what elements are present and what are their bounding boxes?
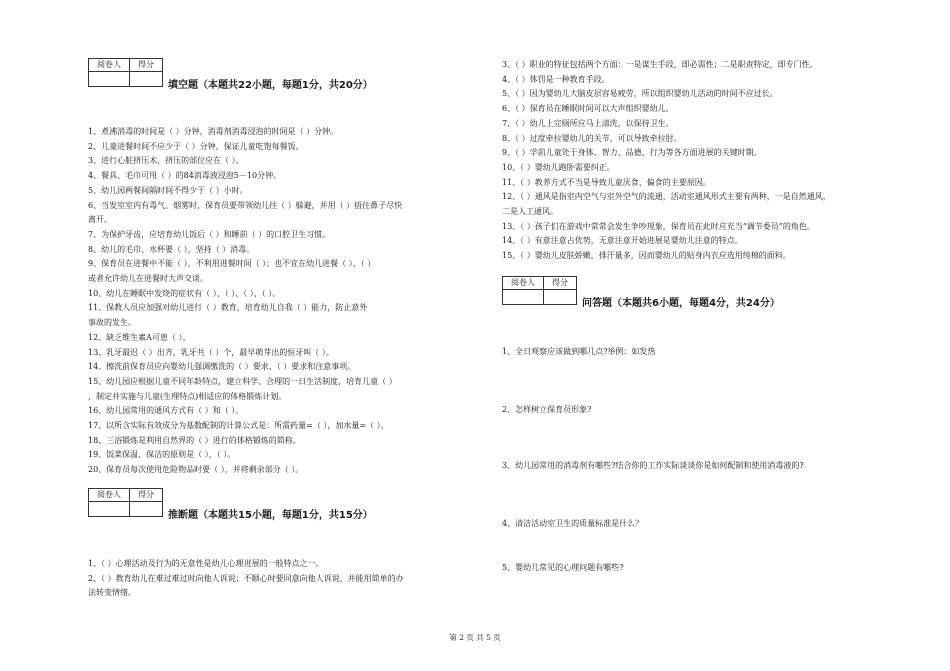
- judge-question-line: 11、（ ）教养方式不当是导致儿童厌食、偏食的主要原因。: [502, 177, 711, 187]
- fill-question-line: 离开。: [88, 215, 112, 225]
- qa-question-line: 5、婴幼儿常见的心理问题有哪些?: [502, 563, 624, 572]
- score-box-judge: [88, 488, 163, 517]
- fill-question-line: 6、当发室室内有毒气、烟雾时，保育员要带领幼儿往（ ）躲避，并用（ ）捂住鼻子尽快: [88, 200, 403, 210]
- reviewer-label: 阅卷人: [503, 277, 544, 290]
- judge-question-line: 10、（ ）婴幼儿跑卧需要纠正。: [502, 162, 615, 172]
- judge-question-line: 二是人工通风。: [502, 207, 558, 216]
- judge-question-line: 13、（ ）孩子们在游戏中常常会发生争吵现象，保育员在此时应充当“调节委员”的角色。: [502, 221, 815, 231]
- judge-question-line: 12、（ ）通风是指室内空气与室外空气的流通，活动室通风形式主要有两种，一是自然通风，: [502, 192, 831, 202]
- fill-question-line: 7、为保护牙齿，应培育幼儿饭后（ ）和睡前（ ）的口腔卫生习惯。: [88, 229, 331, 239]
- fill-question-line: 15、幼儿园应根据儿童不同年龄特点，建立科学、合理的一日生活制度，培育儿童（ ）: [88, 376, 397, 386]
- judge-question-line: 5、（ ）因为婴幼儿大脑皮层容易疲劳，所以组织婴幼儿活动的时间不应过长。: [502, 89, 778, 99]
- judge-question-line: 法转变情绪。: [88, 588, 136, 597]
- judge-section-title: 推断题（本题共15小题，每题1分，共15分）: [168, 510, 373, 521]
- fill-question-line: 8、幼儿的毛巾、水杯要（ ），坚持（ ）消毒。: [88, 244, 255, 254]
- judge-question-line: 14、（ ）有意注意占优势，无意注意开始进展是婴幼儿注意的特点。: [502, 236, 743, 246]
- fill-question-line: 18、三浴锻炼是利用自然界的（ ）进行的体格锻炼的简称。: [88, 435, 301, 445]
- reviewer-label: 阅卷人: [89, 59, 130, 72]
- qa-question-line: 4、清洁活动室卫生的质量标准是什么？: [502, 519, 644, 528]
- judge-question-line: 3、（ ）职业的特征包括两个方面：一是谋生手段，即必需性；二是职责特定，即专门性。: [502, 60, 818, 69]
- reviewer-cell[interactable]: [89, 72, 130, 87]
- qa-section-title: 问答题（本题共6小题，每题4分，共24分）: [582, 298, 780, 309]
- fill-question-line: 20、保育员每次使用危险物品时要（ ），并将剩余部分（ ）。: [88, 465, 304, 475]
- fill-question-line: 14、擦洗前保育员应向婴幼儿强调缴洗的（ ）要求、（ ）要求和注意事项。: [88, 362, 356, 372]
- fill-question-line: 3、进行心脏挤压术，挤压的部位应在（ ）。: [88, 156, 244, 166]
- score-cell[interactable]: [544, 290, 577, 305]
- score-label: 得分: [130, 489, 163, 502]
- judge-question-line: 8、（ ）过度牵拉婴幼儿的关节，可以导致牵拉肘。: [502, 133, 682, 143]
- fill-question-line: 12、缺乏维生素A可患（ ）。: [88, 332, 191, 342]
- fill-question-line: ，制定并实施与儿童(生理特点)相适应的体格锻炼计划。: [88, 391, 287, 401]
- reviewer-label: 阅卷人: [89, 489, 130, 502]
- fill-question-line: 9、保育员在进餐中不能（ ），不利用进餐时间（ ）；也不宜在幼儿进餐（ ）、（ ）: [88, 259, 376, 269]
- page-footer: 第 2 页 共 5 页: [449, 633, 501, 642]
- fill-question-line: 19、饭菜保温、保洁的原则是（ ），（ ）。: [88, 450, 236, 460]
- score-box-qa: [502, 276, 577, 305]
- score-label: 得分: [130, 59, 163, 72]
- judge-question-line: 7、（ ）幼儿上完厕所应马上清洗，以保持卫生。: [502, 118, 674, 128]
- fill-question-line: 4、餐具、毛巾可用（ ）的84消毒液浸泡5－10分钟。: [88, 171, 282, 181]
- score-cell[interactable]: [130, 72, 163, 87]
- fill-question-line: 13、乳牙最迟（ ）出齐，乳牙共（ ）个，最早萌芽出的恒牙叫（ ）。: [88, 347, 334, 357]
- fill-question-line: 16、幼儿园常用的通风方式有（ ）和（ ）。: [88, 406, 244, 416]
- qa-question-line: 2、怎样树立保育员形象?: [502, 405, 592, 414]
- qa-question-line: 3、幼儿园常用的消毒剂有哪些?结合你的工作实际谈谈你是如何配制和使用消毒液的?: [502, 461, 804, 470]
- judge-question-line: 15、（ ）婴幼儿皮肤娇嫩，排汗量多，因而婴幼儿的贴身内衣应选用纯棉的面料。: [502, 251, 791, 261]
- fill-question-line: 2、儿童进餐时间不应少于（ ）分钟，保证儿童吃饱每餐饭。: [88, 141, 304, 151]
- fill-question-line: 1、煮沸消毒的时间是（ ）分钟，消毒剂消毒浸泡的时间是（ ）分钟。: [88, 127, 339, 136]
- fill-question-line: 11、保教人员应加强对幼儿进行（ ）教育，培育幼儿自我（ ）能力，防止意外: [88, 303, 368, 313]
- score-label: 得分: [544, 277, 577, 290]
- judge-question-line: 9、（ ）学前儿童处于身体、智力、品德、行为等各方面进展的关键时期。: [502, 148, 762, 158]
- fill-question-line: 或者允许幼儿在进餐时大声交谈。: [88, 274, 208, 283]
- judge-question-line: 6、（ ）保育员在睡眠时间可以大声组织婴幼儿。: [502, 104, 674, 114]
- fill-question-line: 5、幼儿园两餐间隔时间不得少于（ ）小时。: [88, 185, 248, 195]
- judge-question-line: 1、（ ）心理活动及行为的无意性是幼儿心理进展的一般特点之一。: [88, 559, 324, 568]
- reviewer-cell[interactable]: [503, 290, 544, 305]
- score-box-fill: [88, 58, 163, 87]
- fill-question-line: 17、以所含实际有效成分为基数配制的计算公式是：所需药量=（ ），加水量=（ ）。: [88, 421, 389, 430]
- judge-question-line: 2、（ ）教育幼儿在难过难过时向他人诉说；不顺心时要同意向他人诉说，并能用简单的办: [88, 573, 404, 583]
- fill-question-line: 事故的发生。: [88, 318, 136, 328]
- fill-section-title: 填空题（本题共22小题，每题1分，共20分）: [168, 80, 373, 91]
- judge-question-line: 4、（ ）体罚是一种教育手段。: [502, 74, 610, 84]
- fill-question-line: 10、幼儿在睡眠中发烧的症状有（ ）、（ ）、（ ）、（ ）。: [88, 288, 281, 298]
- reviewer-cell[interactable]: [89, 502, 130, 517]
- qa-question-line: 1、全日观察应该做到哪几点?举例：如发热: [502, 347, 656, 356]
- score-cell[interactable]: [130, 502, 163, 517]
